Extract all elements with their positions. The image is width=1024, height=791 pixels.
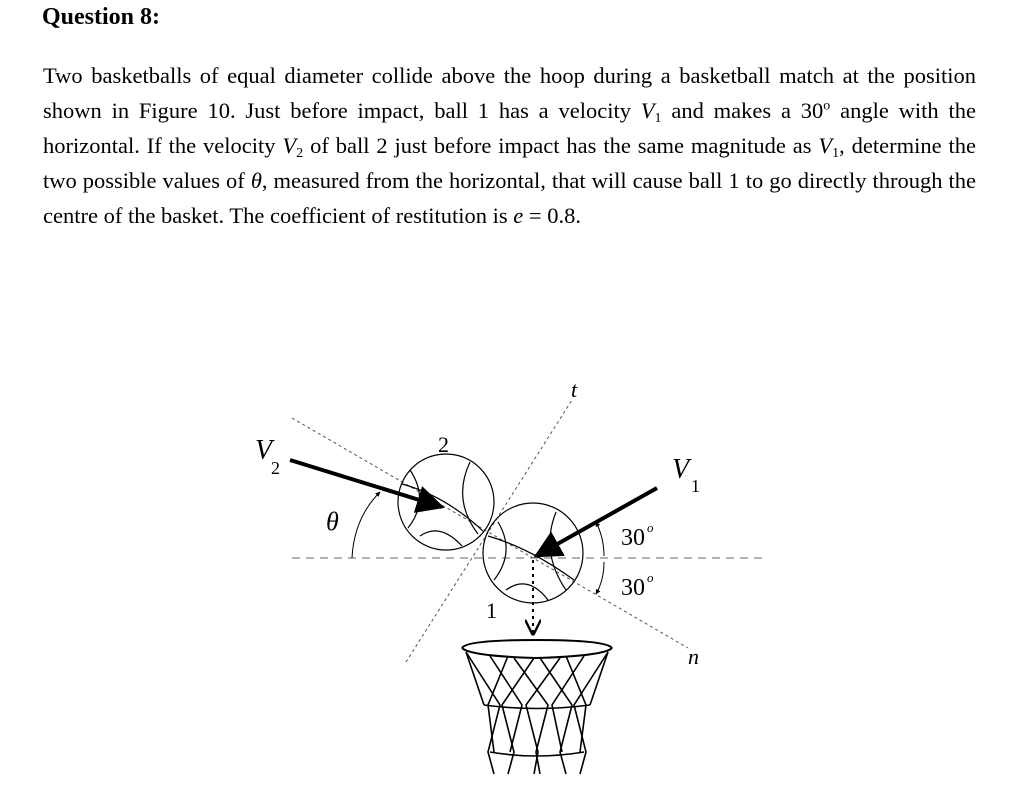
angle-arc-lower [596,562,604,594]
text-part-3: angle with the horizontal. If the velocity [43,98,976,158]
v2-arrow [290,460,442,507]
angle-lower-label: 30 [621,575,645,601]
v2-label: V [255,435,273,466]
text-part-4: of ball 2 just before impact has the same magnitude as [303,133,819,158]
t-axis-label: t [571,377,578,402]
ball-1-label: 1 [486,598,497,623]
angle-arc-upper [596,522,604,556]
angle-upper-unit: o [647,520,654,535]
basketball-net [466,652,608,774]
v1-label-sub: 1 [691,476,700,496]
ball-2 [398,454,494,550]
theta-symbol: θ [250,168,262,193]
question-title: Question 8: [42,4,161,30]
ball-2-label: 2 [438,432,449,457]
angle-lower-unit: o [647,570,654,585]
e-symbol: e [513,203,524,228]
text-part-2: and makes a [661,98,801,123]
v1b-subscript: 1 [832,146,840,161]
n-axis-label: n [688,644,699,669]
angle-unit: o [823,98,831,114]
theta-arc [352,492,380,558]
e-value: = 0.8. [523,203,581,228]
v2-subscript: 2 [296,146,304,161]
angle-value: 30 [800,98,824,123]
basketball-hoop [462,640,612,658]
v1-label: V [672,454,690,485]
v1-symbol: V [640,98,655,123]
v1-subscript: 1 [654,111,662,126]
text-part-1: Two basketballs of equal diameter collide above the hoop during a basketball match at the position shown in Figure 10. Just before impact, ball 1 has a velocity [43,63,976,123]
v2-label-sub: 2 [271,458,280,478]
text-part-6: , measured from the horizontal, that will cause ball 1 to go directly through the centre of the basket. The coefficient of restitution is [43,168,976,228]
v1b-symbol: V [818,133,833,158]
text-part-5: , determine the two possible values of [43,133,977,193]
angle-upper-label: 30 [621,525,645,551]
v2-symbol: V [282,133,297,158]
theta-label: θ [326,507,339,536]
